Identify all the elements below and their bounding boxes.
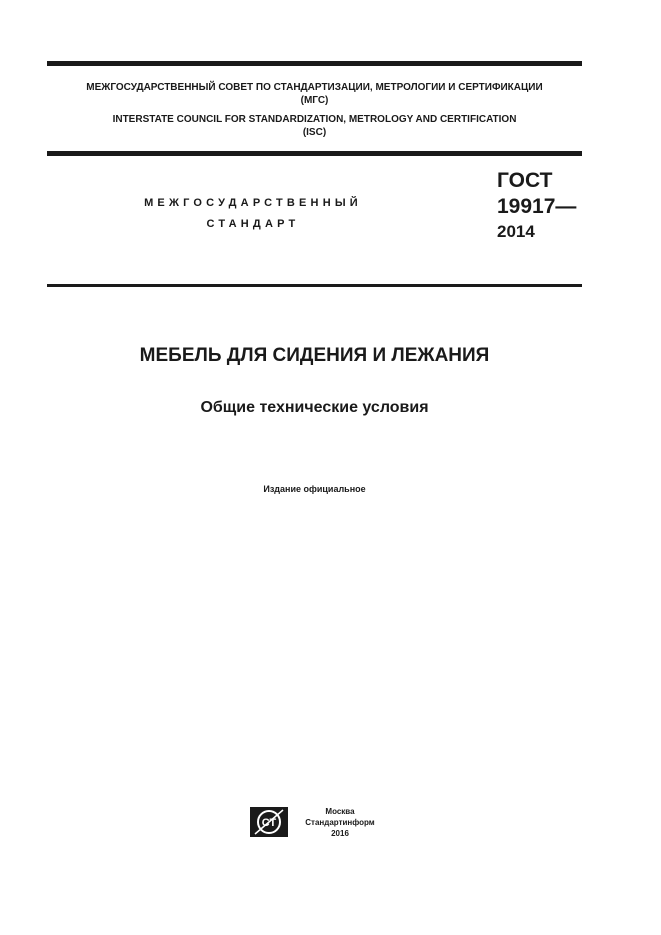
logo-text: СТ	[261, 817, 277, 829]
publisher-city: Москва	[325, 807, 355, 816]
publisher-year: 2016	[331, 829, 349, 838]
gost-year: 2014	[497, 222, 535, 241]
gost-number: 19917—	[497, 195, 577, 218]
council-ru-abbrev: (МГС)	[300, 95, 329, 106]
standard-type-line2: СТАНДАРТ	[206, 218, 300, 230]
standartinform-logo-icon	[249, 806, 289, 838]
gost-number-block	[497, 168, 576, 244]
gost-prefix: ГОСТ	[497, 169, 553, 192]
council-name-en	[47, 113, 582, 139]
document-title: МЕБЕЛЬ ДЛЯ СИДЕНИЯ И ЛЕЖАНИЯ	[139, 345, 490, 366]
publisher-info	[295, 806, 385, 839]
edition-note: Издание официальное	[263, 484, 366, 494]
top-thick-rule	[47, 61, 582, 66]
document-subtitle: Общие технические условия	[200, 399, 429, 416]
standard-type-line1: МЕЖГОСУДАРСТВЕННЫЙ	[144, 197, 362, 209]
council-en-abbrev: (ISC)	[302, 127, 327, 138]
thin-rule	[47, 284, 582, 287]
standard-type-label	[118, 193, 388, 235]
publisher-name: Стандартинформ	[305, 818, 375, 827]
council-ru-line1: МЕЖГОСУДАРСТВЕННЫЙ СОВЕТ ПО СТАНДАРТИЗАЦИИ, МЕТРОЛОГИИ И СЕРТИФИКАЦИИ	[86, 82, 543, 93]
council-name-ru	[47, 81, 582, 107]
second-thick-rule	[47, 151, 582, 156]
council-en-line1: INTERSTATE COUNCIL FOR STANDARDIZATION, METROLOGY AND CERTIFICATION	[112, 114, 517, 125]
